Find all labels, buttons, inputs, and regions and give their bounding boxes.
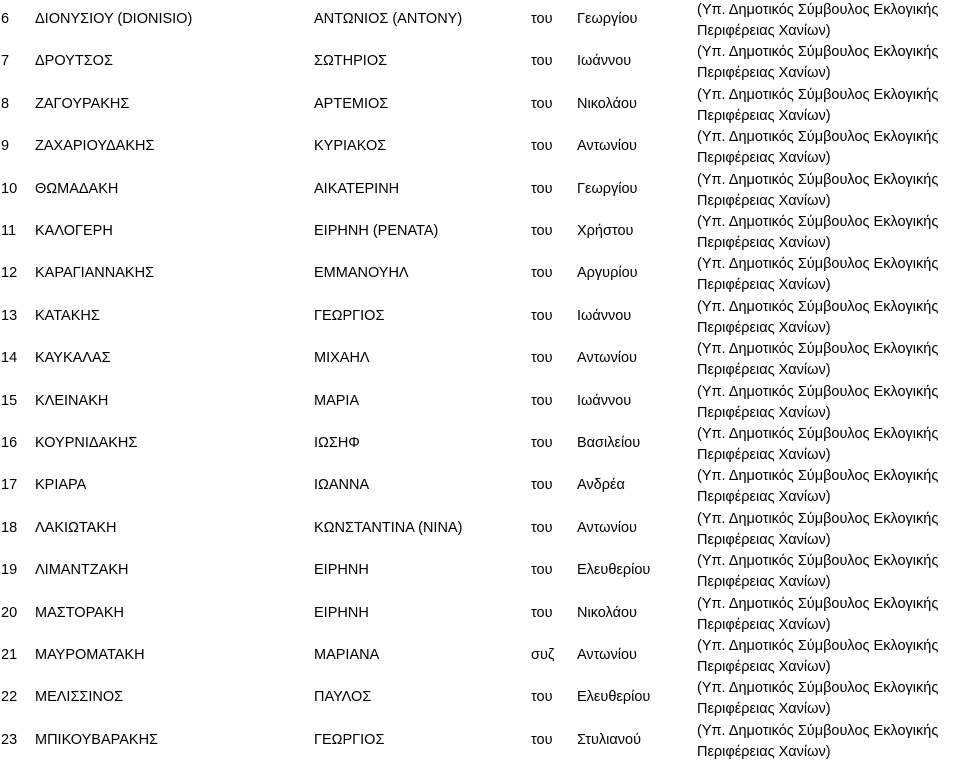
- candidate-role: [697, 212, 959, 254]
- candidate-role: [697, 594, 959, 636]
- candidate-father-name: Βασιλείου: [577, 435, 641, 451]
- candidate-role-line1: (Υπ. Δημοτικός Σύμβουλος Εκλογικής: [697, 680, 939, 697]
- candidate-first-name: ΠΑΥΛΟΣ: [314, 689, 372, 706]
- candidate-role-line1: (Υπ. Δημοτικός Σύμβουλος Εκλογικής: [697, 595, 939, 612]
- candidate-number: 22: [1, 689, 18, 706]
- candidate-role-line2: Περιφέρειας Χανίων): [697, 65, 831, 82]
- candidate-relation: του: [531, 435, 553, 451]
- candidate-surname: ΔΡΟΥΤΣΟΣ: [35, 53, 113, 70]
- candidate-relation: του: [531, 392, 553, 409]
- candidate-first-name: ΑΝΤΩΝΙΟΣ (ΑΝΤΟΝΥ): [314, 11, 463, 27]
- candidate-relation: του: [531, 11, 553, 27]
- candidate-surname: ΚΡΙΑΡΑ: [35, 477, 87, 494]
- candidate-number: 13: [1, 307, 18, 324]
- candidate-role-line1: (Υπ. Δημοτικός Σύμβουλος Εκλογικής: [697, 341, 939, 358]
- candidate-role: [697, 127, 959, 169]
- candidate-role-line2: Περιφέρειας Χανίων): [697, 23, 831, 39]
- candidate-father-name: Ελευθερίου: [577, 689, 651, 706]
- candidate-number: 10: [1, 180, 18, 197]
- candidate-first-name: ΜΙΧΑΗΛ: [314, 350, 370, 367]
- candidate-role-line2: Περιφέρειας Χανίων): [697, 107, 831, 124]
- candidate-row: [0, 170, 959, 212]
- candidate-surname: ΚΟΥΡΝΙΔΑΚΗΣ: [35, 435, 138, 451]
- candidate-number: 6: [1, 11, 10, 27]
- candidate-relation: του: [531, 477, 553, 494]
- candidate-first-name: ΑΡΤΕΜΙΟΣ: [314, 95, 389, 112]
- candidate-role-line1: (Υπ. Δημοτικός Σύμβουλος Εκλογικής: [697, 468, 939, 485]
- candidate-first-name: ΓΕΩΡΓΙΟΣ: [314, 731, 385, 748]
- candidate-role-line1: (Υπ. Δημοτικός Σύμβουλος Εκλογικής: [697, 426, 939, 442]
- candidate-role-line1: (Υπ. Δημοτικός Σύμβουλος Εκλογικής: [697, 2, 939, 18]
- candidate-role-line1: (Υπ. Δημοτικός Σύμβουλος Εκλογικής: [697, 553, 939, 570]
- candidate-number: 21: [1, 647, 18, 663]
- candidate-first-name: ΕΙΡΗΝΗ (ΡΕΝΑΤΑ): [314, 223, 439, 239]
- candidate-role-line2: Περιφέρειας Χανίων): [697, 574, 831, 591]
- candidate-father-name: Αντωνίου: [577, 138, 637, 155]
- candidate-number: 15: [1, 392, 18, 409]
- candidate-role-line2: Περιφέρειας Χανίων): [697, 362, 831, 379]
- candidate-row: [0, 382, 959, 424]
- candidate-number: 9: [1, 138, 10, 155]
- candidate-father-name: Γεωργίου: [577, 180, 638, 197]
- candidate-role-line1: (Υπ. Δημοτικός Σύμβουλος Εκλογικής: [697, 129, 939, 146]
- candidate-first-name: ΜΑΡΙΑ: [314, 392, 360, 409]
- candidate-row: [0, 678, 959, 720]
- candidate-row: [0, 42, 959, 84]
- candidate-role-line1: (Υπ. Δημοτικός Σύμβουλος Εκλογικής: [697, 214, 939, 230]
- candidate-row: [0, 212, 959, 254]
- candidate-role-line2: Περιφέρειας Χανίων): [697, 743, 831, 760]
- candidate-role-line1: (Υπ. Δημοτικός Σύμβουλος Εκλογικής: [697, 383, 939, 400]
- candidate-relation: του: [531, 731, 553, 748]
- candidate-father-name: Χρήστου: [577, 223, 634, 239]
- candidate-relation: του: [531, 307, 553, 324]
- candidate-role: [697, 678, 959, 720]
- candidate-father-name: Ιωάννου: [577, 53, 632, 70]
- candidate-father-name: Αντωνίου: [577, 519, 637, 536]
- candidate-relation: του: [531, 223, 553, 239]
- candidate-surname: ΖΑΧΑΡΙΟΥΔΑΚΗΣ: [35, 138, 155, 155]
- candidate-row: [0, 594, 959, 636]
- candidate-father-name: Νικολάου: [577, 95, 637, 112]
- candidate-surname: ΜΑΣΤΟΡΑΚΗ: [35, 604, 124, 621]
- candidate-number: 18: [1, 519, 18, 536]
- candidate-row: [0, 721, 959, 763]
- candidate-father-name: Αντωνίου: [577, 647, 637, 663]
- candidate-role: [697, 0, 959, 42]
- candidate-role: [697, 424, 959, 466]
- candidate-role-line2: Περιφέρειας Χανίων): [697, 319, 831, 336]
- candidate-first-name: ΚΩΝΣΤΑΝΤΙΝΑ (ΝΙΝΑ): [314, 519, 463, 536]
- candidate-relation: του: [531, 562, 553, 579]
- candidate-role: [697, 466, 959, 508]
- candidate-role-line1: (Υπ. Δημοτικός Σύμβουλος Εκλογικής: [697, 44, 939, 61]
- candidate-number: 16: [1, 435, 18, 451]
- candidate-surname: ΛΙΜΑΝΤΖΑΚΗ: [35, 562, 129, 579]
- candidate-first-name: ΕΙΡΗΝΗ: [314, 562, 369, 579]
- candidate-relation: συζ: [531, 647, 555, 663]
- candidate-first-name: ΙΩΑΝΝΑ: [314, 477, 370, 494]
- candidate-row: [0, 297, 959, 339]
- candidate-surname: ΖΑΓΟΥΡΑΚΗΣ: [35, 95, 130, 112]
- candidate-role-line1: (Υπ. Δημοτικός Σύμβουλος Εκλογικής: [697, 298, 939, 315]
- candidate-row: [0, 127, 959, 169]
- candidate-role-line2: Περιφέρειας Χανίων): [697, 277, 831, 294]
- candidate-surname: ΚΑΥΚΑΛΑΣ: [35, 350, 111, 367]
- candidate-father-name: Ελευθερίου: [577, 562, 651, 579]
- candidate-role-line2: Περιφέρειας Χανίων): [697, 659, 831, 675]
- candidate-surname: ΔΙΟΝΥΣΙΟΥ (DIONISIO): [35, 11, 193, 27]
- candidate-role-line2: Περιφέρειας Χανίων): [697, 404, 831, 421]
- candidate-row: [0, 254, 959, 296]
- candidate-father-name: Στυλιανού: [577, 731, 642, 748]
- candidate-surname: ΚΑΤΑΚΗΣ: [35, 307, 100, 324]
- candidate-number: 20: [1, 604, 18, 621]
- candidate-role: [697, 170, 959, 212]
- candidate-row: [0, 509, 959, 551]
- candidate-relation: του: [531, 265, 553, 282]
- candidate-role: [697, 636, 959, 678]
- candidate-role: [697, 85, 959, 127]
- candidate-first-name: ΑΙΚΑΤΕΡΙΝΗ: [314, 180, 400, 197]
- candidate-role: [697, 42, 959, 84]
- candidate-row: [0, 466, 959, 508]
- candidate-number: 14: [1, 350, 18, 367]
- candidate-role-line2: Περιφέρειας Χανίων): [697, 489, 831, 506]
- candidate-relation: του: [531, 95, 553, 112]
- candidate-surname: ΜΕΛΙΣΣΙΝΟΣ: [35, 689, 124, 706]
- candidate-row: [0, 0, 959, 42]
- candidate-first-name: ΣΩΤΗΡΙΟΣ: [314, 53, 388, 70]
- candidate-relation: του: [531, 689, 553, 706]
- candidate-father-name: Ιωάννου: [577, 392, 632, 409]
- candidate-first-name: ΕΜΜΑΝΟΥΗΛ: [314, 265, 409, 282]
- candidate-relation: του: [531, 53, 553, 70]
- candidate-row: [0, 339, 959, 381]
- candidate-role: [697, 254, 959, 296]
- candidate-number: 17: [1, 477, 18, 494]
- candidate-first-name: ΚΥΡΙΑΚΟΣ: [314, 138, 387, 155]
- candidate-first-name: ΕΙΡΗΝΗ: [314, 604, 369, 621]
- candidate-role-line1: (Υπ. Δημοτικός Σύμβουλος Εκλογικής: [697, 256, 939, 273]
- candidate-number: 11: [1, 223, 17, 239]
- candidate-role: [697, 297, 959, 339]
- candidate-role-line1: (Υπ. Δημοτικός Σύμβουλος Εκλογικής: [697, 171, 939, 188]
- candidate-role-line2: Περιφέρειας Χανίων): [697, 235, 831, 251]
- candidate-row: [0, 551, 959, 593]
- candidate-father-name: Νικολάου: [577, 604, 637, 621]
- candidate-relation: του: [531, 138, 553, 155]
- candidate-number: 8: [1, 95, 10, 112]
- candidate-first-name: ΜΑΡΙΑΝΑ: [314, 647, 380, 663]
- candidate-surname: ΚΛΕΙΝΑΚΗ: [35, 392, 109, 409]
- candidate-role-line2: Περιφέρειας Χανίων): [697, 701, 831, 718]
- candidate-relation: του: [531, 180, 553, 197]
- candidate-father-name: Αργυρίου: [577, 265, 638, 282]
- candidate-role: [697, 509, 959, 551]
- candidate-first-name: ΓΕΩΡΓΙΟΣ: [314, 307, 385, 324]
- candidate-father-name: Γεωργίου: [577, 11, 638, 27]
- candidate-role: [697, 339, 959, 381]
- candidate-relation: του: [531, 519, 553, 536]
- candidate-role-line2: Περιφέρειας Χανίων): [697, 531, 831, 548]
- candidate-number: 23: [1, 731, 18, 748]
- candidate-surname: ΚΑΡΑΓΙΑΝΝΑΚΗΣ: [35, 265, 155, 282]
- candidate-role-line2: Περιφέρειας Χανίων): [697, 447, 831, 463]
- candidate-row: [0, 636, 959, 678]
- candidate-first-name: ΙΩΣΗΦ: [314, 435, 360, 451]
- candidate-surname: ΜΠΙΚΟΥΒΑΡΑΚΗΣ: [35, 731, 159, 748]
- candidate-role-line1: (Υπ. Δημοτικός Σύμβουλος Εκλογικής: [697, 510, 939, 527]
- candidate-father-name: Ανδρέα: [577, 477, 625, 494]
- candidate-father-name: Ιωάννου: [577, 307, 632, 324]
- candidate-role-line1: (Υπ. Δημοτικός Σύμβουλος Εκλογικής: [697, 722, 939, 739]
- candidate-role: [697, 382, 959, 424]
- candidate-row: [0, 424, 959, 466]
- candidate-surname: ΜΑΥΡΟΜΑΤΑΚΗ: [35, 647, 145, 663]
- candidate-role: [697, 721, 959, 763]
- candidate-relation: του: [531, 604, 553, 621]
- candidate-role-line2: Περιφέρειας Χανίων): [697, 192, 831, 209]
- candidate-surname: ΚΑΛΟΓΕΡΗ: [35, 223, 113, 239]
- candidate-number: 12: [1, 265, 18, 282]
- candidate-surname: ΛΑΚΙΩΤΑΚΗ: [35, 519, 117, 536]
- candidate-number: 7: [1, 53, 10, 70]
- candidate-row: [0, 85, 959, 127]
- candidate-surname: ΘΩΜΑΔΑΚΗ: [35, 180, 119, 197]
- candidate-role-line2: Περιφέρειας Χανίων): [697, 616, 831, 633]
- candidate-number: 19: [1, 562, 18, 579]
- candidate-role-line2: Περιφέρειας Χανίων): [697, 150, 831, 167]
- candidate-role: [697, 551, 959, 593]
- candidate-role-line1: (Υπ. Δημοτικός Σύμβουλος Εκλογικής: [697, 86, 939, 103]
- candidate-relation: του: [531, 350, 553, 367]
- candidate-role-line1: (Υπ. Δημοτικός Σύμβουλος Εκλογικής: [697, 638, 939, 654]
- candidate-father-name: Αντωνίου: [577, 350, 637, 367]
